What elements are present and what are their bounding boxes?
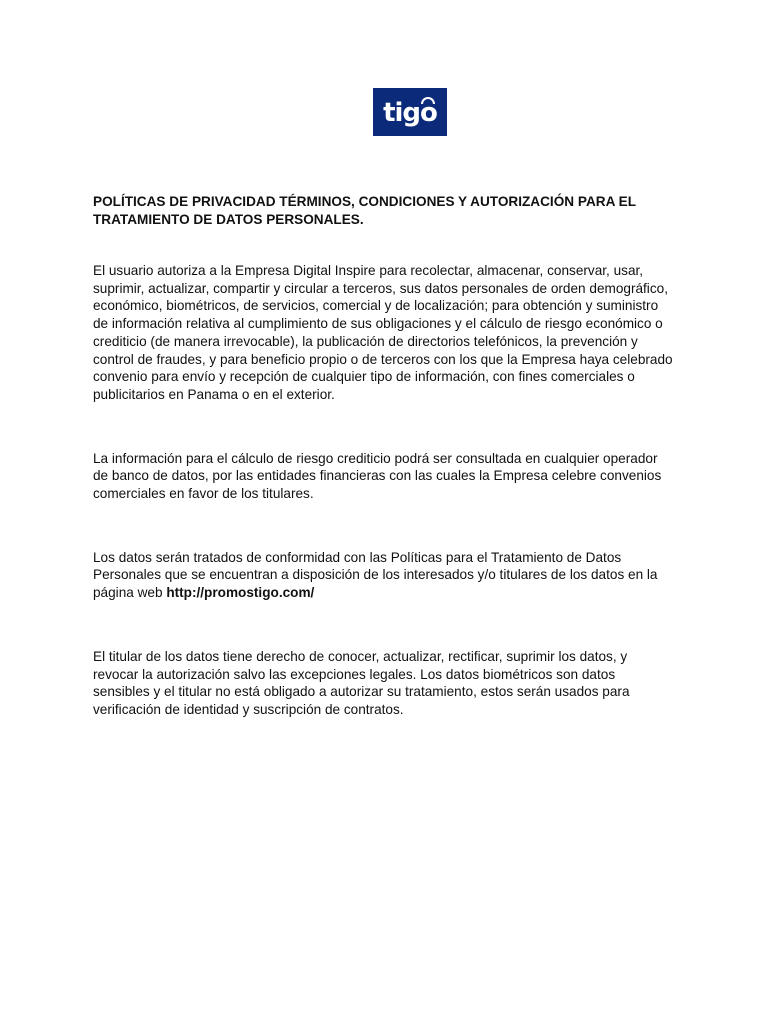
logo-smile-mark — [421, 97, 435, 104]
tigo-logo — [373, 88, 447, 136]
paragraph-rights: El titular de los datos tiene derecho de conocer, actualizar, rectificar, suprimir los datos, y revocar la autorización salvo las excepciones legales. Los datos biométricos son datos sensibles y el titular no está obligado a autorizar su tratamiento, estos serán usados para verificación de identidad y suscripción de contratos. — [93, 648, 630, 717]
paragraph-credit-risk: La información para el cálculo de riesgo crediticio podrá ser consultada en cualquier operador de banco de datos, por las entidades financieras con las cuales la Empresa celebre convenios comerciales en favor de los titulares. — [93, 450, 662, 502]
document-body — [93, 193, 675, 765]
paragraph-data-policy-text: Los datos serán tratados de conformidad con las Políticas para el Tratamiento de Datos Personales que se encuentran a disposición de los interesados y/o titulares de los datos en la página web — [93, 549, 658, 601]
paragraph-data-policy — [93, 549, 675, 602]
paragraph-authorization: El usuario autoriza a la Empresa Digital Inspire para recolectar, almacenar, conservar, usar, suprimir, actualizar, compartir y circular a terceros, sus datos personales de orden demográfico, económico, biométricos, de servicios, comercial y de localización; para obtención y suministro de información relativa al cumplimiento de sus obligaciones y el cálculo de riesgo económico o crediticio (de manera irrevocable), la publicación de directorios telefónicos, la prevención y control de fraudes, y para beneficio propio o de terceros con los que la Empresa haya celebrado convenio para envío y recepción de cualquier tipo de información, con fines comerciales o publicitarios en Panama o en el exterior. — [93, 263, 673, 402]
promostigo-link[interactable]: http://promostigo.com/ — [166, 585, 315, 601]
logo-wordmark: tigo — [383, 98, 437, 128]
document-title: POLÍTICAS DE PRIVACIDAD TÉRMINOS, CONDICIONES Y AUTORIZACIÓN PARA EL TRATAMIENTO DE DATOS PERSONALES. — [93, 194, 636, 227]
